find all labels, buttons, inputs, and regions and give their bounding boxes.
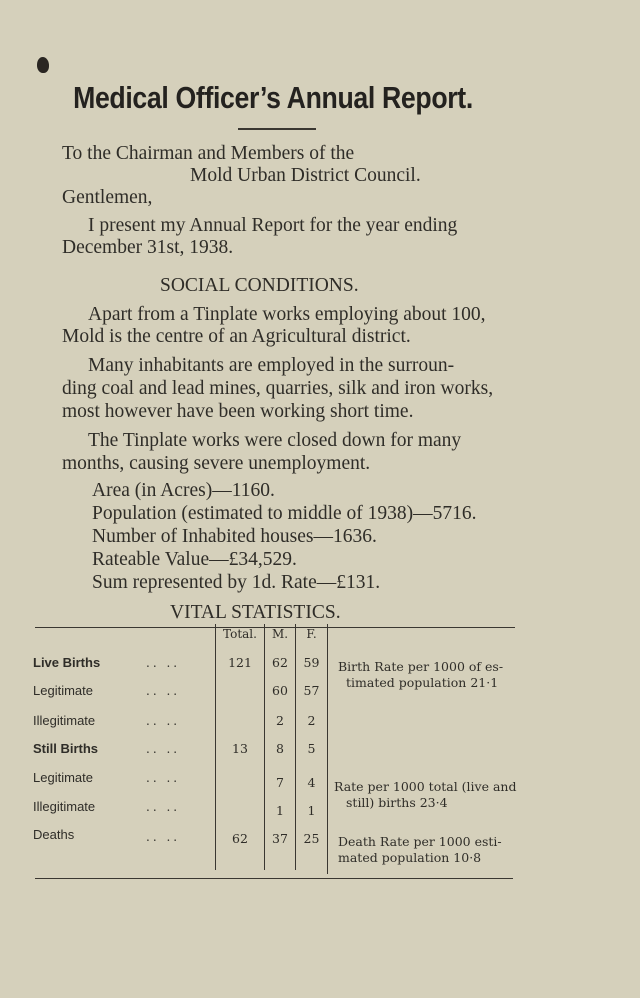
cell-female: 59 [303,655,320,670]
cell-total: 13 [232,741,248,756]
social-p2-line-2: ding coal and lead mines, quarries, silk and iron works, [62,378,494,399]
social-p1-line-2: Mold is the centre of an Agricultural district. [62,326,411,347]
death-rate-note-line-2: mated population 10·8 [338,850,482,865]
row-label-illegitimate: Illegitimate [33,799,96,814]
still-rate-note-line-1: Rate per 1000 total (live and [334,779,517,794]
social-p3-line-2: months, causing severe unemployment. [62,453,371,474]
row-label-deaths: Deaths [33,827,75,842]
intro-line-2: December 31st, 1938. [62,237,234,258]
cell-male: 7 [276,775,284,790]
social-p3-line-1: The Tinplate works were closed down for many [88,430,462,451]
cell-female: 5 [307,741,316,756]
cell-male: 1 [276,803,284,818]
row-label-legitimate: Legitimate [33,770,93,785]
cell-female: 25 [303,831,320,846]
birth-rate-note-line-1: Birth Rate per 1000 of es- [338,659,504,674]
ink-blot [37,57,49,73]
leader-dots: .. .. [146,771,181,785]
row-label-legitimate: Legitimate [33,683,93,698]
cell-female: 1 [307,803,316,818]
header-total: Total. [223,627,257,641]
stat-houses: Number of Inhabited houses—1636. [92,526,377,547]
stat-area: Area (in Acres)—1160. [92,480,275,501]
page-title: Medical Officer’s Annual Report. [73,80,473,115]
social-p1-line-1: Apart from a Tinplate works employing about 100, [88,304,486,325]
row-label-still-births: Still Births [33,741,99,756]
cell-female: 4 [307,775,316,790]
greeting: Gentlemen, [62,187,153,208]
leader-dots: .. .. [146,684,181,698]
cell-female: 2 [307,713,316,728]
table-bottom-rule [35,878,513,879]
cell-total: 121 [228,655,252,670]
stat-penny-rate: Sum represented by 1d. Rate—£131. [92,572,381,593]
cell-male: 62 [272,655,288,670]
salutation-line-1: To the Chairman and Members of the [62,143,355,164]
social-heading: SOCIAL CONDITIONS. [160,275,359,296]
header-female: F. [306,627,317,641]
still-rate-note-line-2: still) births 23·4 [346,795,448,810]
col-divider [327,624,328,874]
cell-male: 60 [272,683,288,698]
cell-female: 57 [303,683,320,698]
row-label-live-births: Live Births [33,655,101,670]
cell-male: 2 [276,713,284,728]
social-p2-line-1: Many inhabitants are employed in the surroun- [88,355,455,376]
leader-dots: .. .. [146,714,181,728]
header-male: M. [271,627,289,641]
row-label-illegitimate: Illegitimate [33,713,96,728]
stat-population: Population (estimated to middle of 1938)—5716. [92,503,477,524]
cell-male: 37 [272,831,288,846]
intro-line-1: I present my Annual Report for the year ending [88,215,458,236]
salutation-line-2: Mold Urban District Council. [190,165,421,186]
leader-dots: .. .. [146,800,181,814]
leader-dots: .. .. [146,742,181,756]
death-rate-note-line-1: Death Rate per 1000 esti- [338,834,502,849]
leader-dots: .. .. [146,656,181,670]
leader-dots: .. .. [146,830,181,844]
stat-rateable-value: Rateable Value—£34,529. [92,549,297,570]
birth-rate-note-line-2: timated population 21·1 [346,675,499,690]
cell-male: 8 [276,741,284,756]
vital-heading: VITAL STATISTICS. [170,602,341,623]
title-rule [238,128,316,130]
cell-total: 62 [232,831,248,846]
social-p2-line-3: most however have been working short time. [62,401,414,422]
